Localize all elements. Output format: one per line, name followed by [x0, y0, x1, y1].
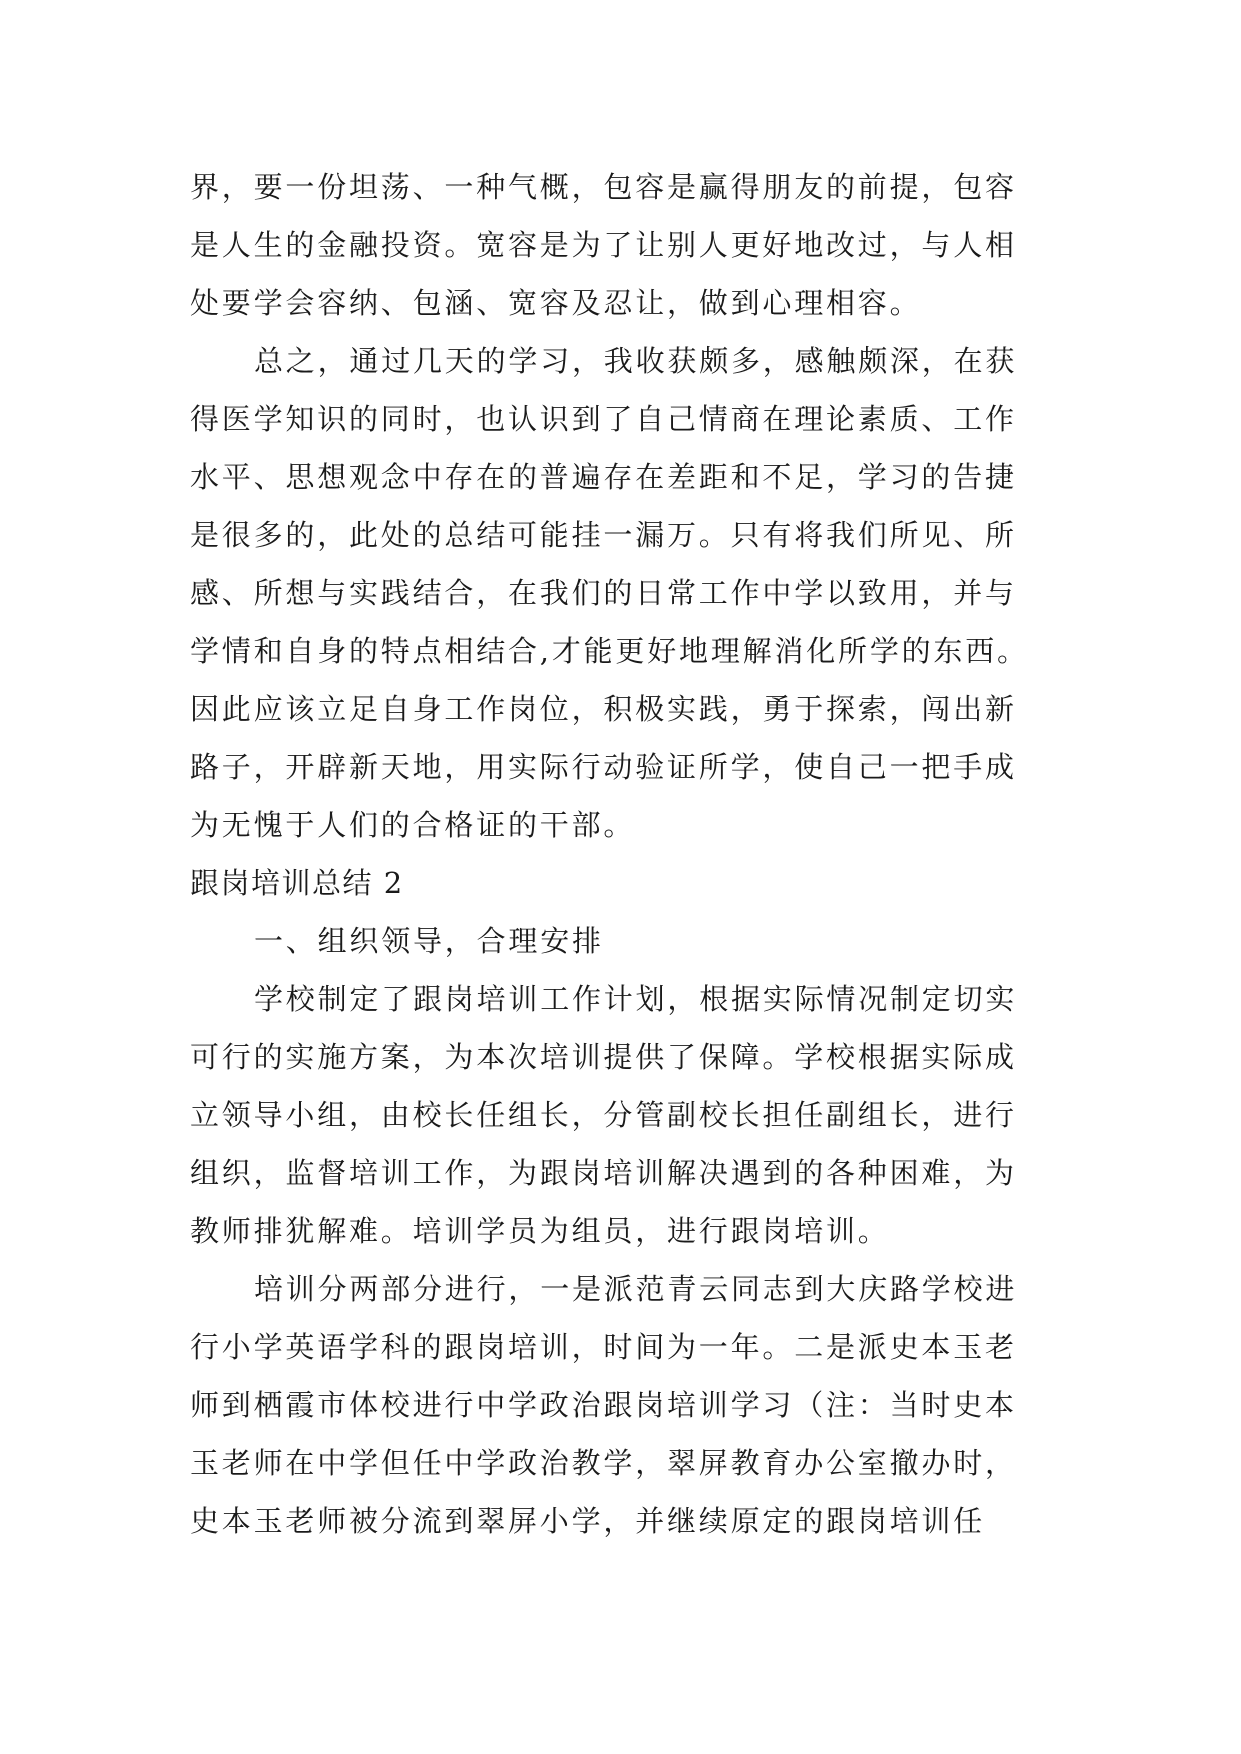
text-line: 处要学会容纳、包涵、宽容及忍让，做到心理相容。: [190, 286, 922, 320]
text-line: 行小学英语学科的跟岗培训，时间为一年。二是派史本玉老: [190, 1330, 1017, 1364]
text-line: 教师排犹解难。培训学员为组员，进行跟岗培训。: [190, 1214, 890, 1248]
text-line: 可行的实施方案，为本次培训提供了保障。学校根据实际成: [190, 1040, 1017, 1074]
text-line: 是很多的，此处的总结可能挂一漏万。只有将我们所见、所: [190, 518, 1017, 552]
text-line: 史本玉老师被分流到翠屏小学，并继续原定的跟岗培训任: [190, 1504, 986, 1538]
text-line: 立领导小组，由校长任组长，分管副校长担任副组长，进行: [190, 1098, 1017, 1132]
text-line: 师到栖霞市体校进行中学政治跟岗培训学习（注：当时史本: [190, 1388, 1017, 1422]
section-title: 跟岗培训总结 2: [190, 866, 404, 900]
paragraph-first-line: 总之，通过几天的学习，我收获颇多，感触颇深，在获: [254, 344, 1018, 378]
text-line: 感、所想与实践结合，在我们的日常工作中学以致用，并与: [190, 576, 1017, 610]
text-line: 水平、思想观念中存在的普遍存在差距和不足，学习的告捷: [190, 460, 1017, 494]
section-subheading: 一、组织领导，合理安排: [254, 924, 604, 958]
text-line: 组织，监督培训工作，为跟岗培训解决遇到的各种困难，为: [190, 1156, 1017, 1190]
document-body: [190, 158, 1052, 1550]
text-line: 因此应该立足自身工作岗位，积极实践，勇于探索，闯出新: [190, 692, 1017, 726]
text-line: 路子，开辟新天地，用实际行动验证所学，使自己一把手成: [190, 750, 1017, 784]
text-line: 为无愧于人们的合格证的干部。: [190, 808, 636, 842]
text-line: 界，要一份坦荡、一种气概，包容是赢得朋友的前提，包容: [190, 170, 1017, 204]
text-line: 学情和自身的特点相结合,才能更好地理解消化所学的东西。: [190, 634, 1029, 668]
text-line: 玉老师在中学但任中学政治教学，翠屏教育办公室撤办时，: [190, 1446, 1017, 1480]
text-line: 得医学知识的同时，也认识到了自己情商在理论素质、工作: [190, 402, 1017, 436]
text-line: 是人生的金融投资。宽容是为了让别人更好地改过，与人相: [190, 228, 1017, 262]
paragraph-first-line: 学校制定了跟岗培训工作计划，根据实际情况制定切实: [254, 982, 1018, 1016]
paragraph-first-line: 培训分两部分进行，一是派范青云同志到大庆路学校进: [254, 1272, 1018, 1306]
